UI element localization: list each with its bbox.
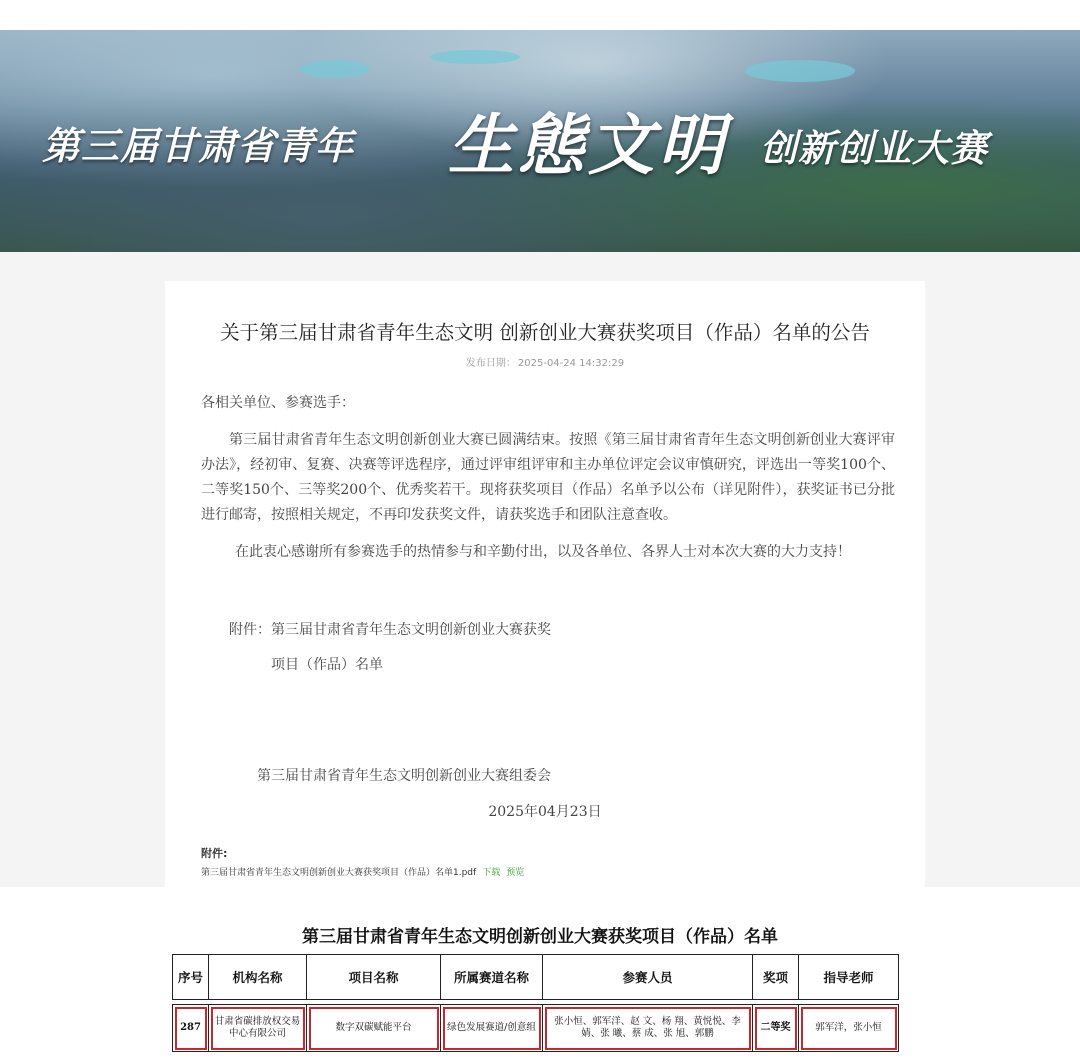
download-link[interactable]: 下载 xyxy=(482,868,501,878)
header-advisor: 指导老师 xyxy=(799,955,899,1000)
preview-link[interactable]: 预览 xyxy=(506,868,525,878)
cell-org: 甘肃省碳排放权交易中心有限公司 xyxy=(209,1005,307,1052)
committee-signature: 第三届甘肃省青年生态文明创新创业大赛组委会 xyxy=(257,768,551,784)
publish-date-label: 发布日期： xyxy=(465,358,516,369)
publish-date xyxy=(165,354,925,369)
attachment-line-2: 项目（作品）名单 xyxy=(271,657,383,673)
header-track: 所属赛道名称 xyxy=(441,955,543,1000)
attachment-line-1: 附件：第三届甘肃省青年生态文明创新创业大赛获奖 xyxy=(229,622,551,638)
publish-date-value: 2025-04-24 14:32:29 xyxy=(517,358,625,369)
attachment-label: 附件: xyxy=(201,847,228,860)
banner-title-calligraphy: 生態文明 xyxy=(448,106,728,184)
header-project: 项目名称 xyxy=(307,955,441,1000)
cell-project: 数字双碳赋能平台 xyxy=(307,1005,441,1052)
notice-paragraph-2: 在此衷心感谢所有参赛选手的热情参与和辛勤付出，以及各单位、各界人士对本次大赛的大力支持！ xyxy=(235,544,851,560)
banner-title-right: 创新创业大赛 xyxy=(760,127,988,170)
banner-title-left: 第三届甘肃省青年 xyxy=(42,124,355,168)
cell-award: 二等奖 xyxy=(753,1005,799,1052)
cell-no: 287 xyxy=(173,1005,209,1052)
header-no: 序号 xyxy=(173,955,209,1000)
notice-paragraph-1: 第三届甘肃省青年生态文明创新创业大赛已圆满结束。按照《第三届甘肃省青年生态文明创新创业大赛评审办法》，经初审、复赛、决赛等评选程序，通过评审组评审和主办单位评定会议审慎研究，评选出一等奖100个、二等奖150个、三等奖200个、优秀奖若干。现将获奖项目（作品）名单予以公布（详见附件），获奖证书已分批进行邮寄，按照相关规定，不再印发获奖文件，请获奖选手和团队注意查收。 xyxy=(201,432,895,523)
header-award: 奖项 xyxy=(753,955,799,1000)
header-members: 参赛人员 xyxy=(543,955,753,1000)
salutation: 各相关单位、参赛选手： xyxy=(201,395,355,411)
award-table xyxy=(172,954,899,1052)
sign-date: 2025年04月23日 xyxy=(488,804,602,820)
award-list-title: 第三届甘肃省青年生态文明创新创业大赛获奖项目（作品）名单 xyxy=(302,927,778,947)
cell-advisor: 郭军洋，张小恒 xyxy=(799,1005,899,1052)
banner xyxy=(0,30,1080,252)
notice-card xyxy=(165,281,925,887)
cell-members: 张小恒、郭军洋、赵 文、杨 翔、黄悦悦、李 婧、张 曦、蔡 成、张 旭、郭鹏 xyxy=(543,1005,753,1052)
table-row xyxy=(173,1005,899,1052)
attachment-file xyxy=(201,865,524,878)
header-org: 机构名称 xyxy=(209,955,307,1000)
attachment-filename[interactable]: 第三届甘肃省青年生态文明创新创业大赛获奖项目（作品）名单1.pdf xyxy=(201,868,477,878)
cell-track: 绿色发展赛道/创意组 xyxy=(441,1005,543,1052)
notice-title: 关于第三届甘肃省青年生态文明 创新创业大赛获奖项目（作品）名单的公告 xyxy=(220,321,870,344)
table-header-row xyxy=(173,955,899,1000)
